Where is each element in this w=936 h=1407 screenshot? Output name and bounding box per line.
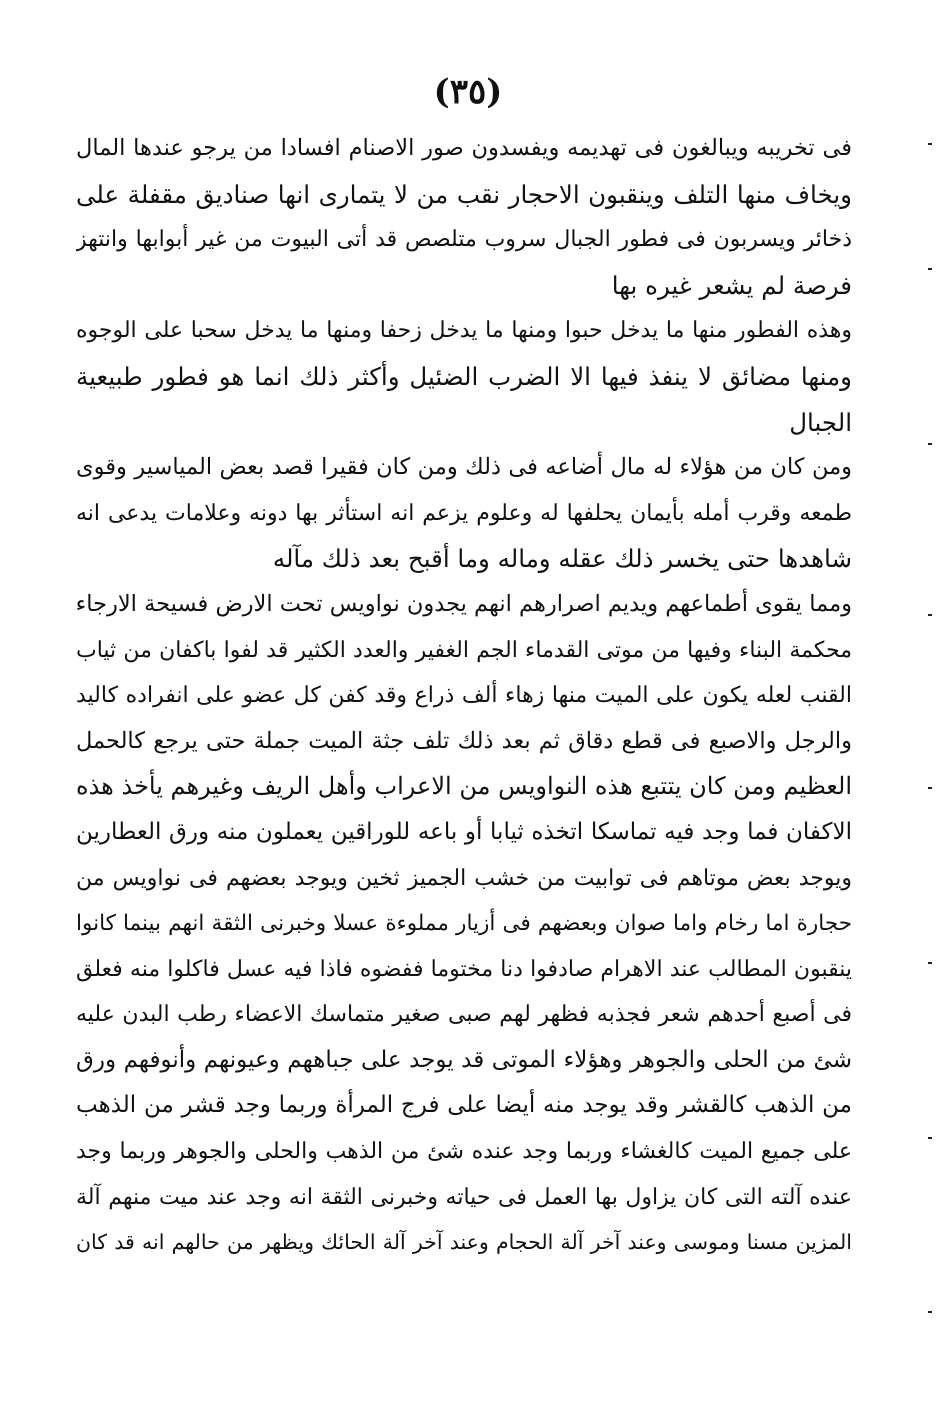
text-line: وهذه الفطور منها ما يدخل حبوا ومنها ما يدخل زحفا ومنها ما يدخل سحبا على الوجوه — [76, 318, 852, 344]
text-line: طمعه وقرب أمله بأيمان يحلفها له وعلوم يزعم انه استأثر بها دونه وعلامات يدعى انه — [76, 500, 852, 526]
scan-mark — [928, 1311, 932, 1313]
scan-mark — [928, 143, 932, 145]
text-line: الجبال — [789, 407, 852, 437]
body-text — [76, 126, 852, 1266]
page-number: (٣٥) — [433, 72, 503, 112]
text-line: فى تخريبه ويبالغون فى تهديمه ويفسدون صور الاصنام افسادا من يرجو عندها المال — [76, 135, 852, 161]
text-line: من الذهب كالقشر وقد يوجد منه أيضا على فرج المرأة وربما وجد قشر من الذهب — [76, 1092, 852, 1119]
text-line: فرصة لم يشعر غيره بها — [611, 270, 852, 300]
text-line: شاهدها حتى يخسر ذلك عقله وماله وما أقبح بعد ذلك مآله — [272, 544, 852, 574]
scan-mark — [928, 962, 932, 964]
text-line: الاكفان فما وجد فيه تماسكا اتخذه ثيابا أو باعه للوراقين يعملون منه ورق العطارين — [76, 818, 852, 845]
text-line: العظيم ومن كان يتتبع هذه النواويس من الاعراب وأهل الريف وغيرهم يأخذ هذه — [76, 772, 852, 801]
text-line: فى أصبع أحدهم شعر فجذبه فظهر لهم صبى صغير متماسك الاعضاء رطب البدن عليه — [76, 1002, 852, 1028]
text-line: عنده آلته التى كان يزاول بها العمل فى حياته وخبرنى الثقة انه وجد عند ميت منهم آلة — [76, 1184, 852, 1210]
text-line: القنب لعله يكون على الميت منها زهاء ألف ذراع وقد كفن كل عضو على انفراده كاليد — [76, 683, 852, 709]
text-line: ويوجد بعض موتاهم فى توابيت من خشب الجميز ثخين ويوجد بعضهم فى نواويس من — [76, 865, 852, 891]
scan-mark — [928, 268, 932, 270]
text-line: المزين مسنا وموسى وعند آخر آلة الحجام وعند آخر آلة الحائك ويظهر من حالهم انه قد كان — [76, 1230, 852, 1255]
text-line: شئ من الحلى والجوهر وهؤلاء الموتى قد يوجد على جباههم وعيونهم وأنوفهم ورق — [76, 1046, 852, 1073]
text-line: ذخائر ويسربون فى فطور الجبال سروب متلصص قد أتى البيوت من غير أبوابها وانتهز — [76, 227, 852, 253]
text-line: محكمة البناء وفيها من موتى القدماء الجم الغفير والعدد الكثير قد لفوا باكفان من ثياب — [76, 637, 852, 663]
scan-mark — [928, 614, 932, 616]
text-line: ويخاف منها التلف وينقبون الاحجار نقب من لا يتمارى انها صناديق مقفلة على — [76, 179, 852, 209]
text-line: حجارة اما رخام واما صوان وبعضهم فى أزيار مملوءة عسلا وخبرنى الثقة انهم بينما كانوا — [76, 911, 852, 937]
scan-mark — [928, 787, 932, 789]
text-line: ينقبون المطالب عند الاهرام صادفوا دنا مختوما ففضوه فاذا فيه عسل فاكلوا منه فعلق — [76, 956, 852, 982]
scan-mark — [928, 1137, 932, 1139]
text-line: ومنها مضائق لا ينفذ فيها الا الضرب الضئيل وأكثر ذلك انما هو فطور طبيعية — [76, 361, 852, 391]
text-line: ومن كان من هؤلاء له مال أضاعه فى ذلك ومن كان فقيرا قصد بعض المياسير وقوى — [76, 454, 852, 481]
text-line: ومما يقوى أطماعهم ويديم اصرارهم انهم يجدون نواويس تحت الارض فسيحة الارجاء — [76, 590, 852, 617]
text-line: والرجل والاصبع فى قطع دقاق ثم بعد ذلك تلف جثة الميت جملة حتى يرجع كالحمل — [76, 727, 852, 754]
scan-mark — [928, 443, 932, 445]
text-line: على جميع الميت كالغشاء وربما وجد عنده شئ من الذهب والحلى والجوهر وربما وجد — [76, 1139, 852, 1165]
